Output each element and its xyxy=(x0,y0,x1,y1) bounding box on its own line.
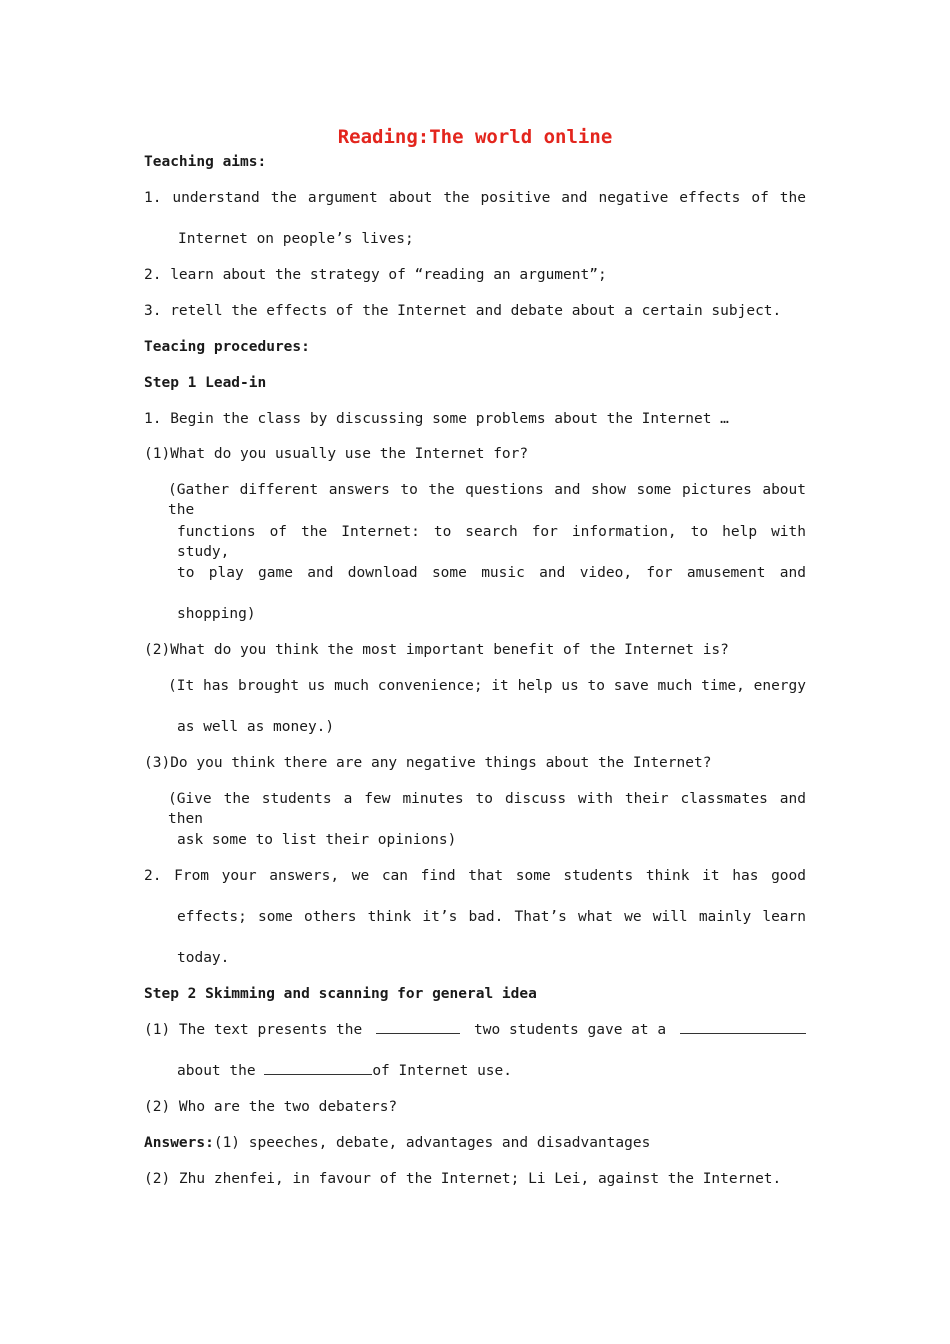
step1-point-2: 2. From your answers, we can find that some students think it has good xyxy=(144,868,806,884)
step1-point-2-cont: effects; some others think it’s bad. That’s what we will mainly learn xyxy=(177,909,806,925)
procedures-heading: Teacing procedures: xyxy=(144,339,310,355)
aim-item-3: 3. retell the effects of the Internet and debate about a certain subject. xyxy=(144,303,782,319)
aim-item-2: 2. learn about the strategy of “reading an argument”; xyxy=(144,267,607,283)
page-title: Reading:The world online xyxy=(337,126,613,148)
answers-line-1 xyxy=(144,1133,650,1153)
question-1: (1)What do you usually use the Internet for? xyxy=(144,446,529,462)
question-3-answer-cont: ask some to list their opinions) xyxy=(177,832,457,848)
step2-question-1-cont xyxy=(177,1061,512,1081)
fill-text: of Internet use. xyxy=(372,1063,512,1079)
step1-point-2-cont: today. xyxy=(177,950,230,966)
question-1-answer-cont: functions of the Internet: to search for information, to help with study, xyxy=(177,524,806,560)
answer-blank[interactable] xyxy=(680,1020,806,1034)
answer-blank[interactable] xyxy=(264,1061,372,1075)
question-1-answer-cont: shopping) xyxy=(177,606,256,622)
answer-blank[interactable] xyxy=(376,1020,460,1034)
step1-heading: Step 1 Lead-in xyxy=(144,375,267,391)
question-2: (2)What do you think the most important benefit of the Internet is? xyxy=(144,642,729,658)
question-1-answer: (Gather different answers to the questions and show some pictures about the xyxy=(168,482,806,518)
question-1-answer-cont: to play game and download some music and video, for amusement and xyxy=(177,565,806,581)
question-3: (3)Do you think there are any negative things about the Internet? xyxy=(144,755,712,771)
question-2-answer-cont: as well as money.) xyxy=(177,719,335,735)
answers-label: Answers: xyxy=(144,1135,214,1151)
step2-heading: Step 2 Skimming and scanning for general idea xyxy=(144,986,537,1002)
step2-question-1 xyxy=(144,1020,806,1040)
question-2-answer: (It has brought us much convenience; it help us to save much time, energy xyxy=(168,678,806,694)
answers-text: (1) speeches, debate, advantages and disadvantages xyxy=(213,1135,651,1151)
aim-item-1: 1. understand the argument about the positive and negative effects of the xyxy=(144,190,806,206)
teaching-aims-heading: Teaching aims: xyxy=(144,154,267,170)
step1-point-1: 1. Begin the class by discussing some problems about the Internet … xyxy=(144,411,729,427)
step2-question-2: (2) Who are the two debaters? xyxy=(144,1099,398,1115)
fill-text: two students gave at a xyxy=(474,1022,667,1038)
aim-item-1-cont: Internet on people’s lives; xyxy=(178,231,414,247)
fill-text: about the xyxy=(177,1063,256,1079)
fill-text: (1) The text presents the xyxy=(144,1022,363,1038)
question-3-answer: (Give the students a few minutes to discuss with their classmates and then xyxy=(168,791,806,827)
answers-line-2: (2) Zhu zhenfei, in favour of the Internet; Li Lei, against the Internet. xyxy=(144,1171,782,1187)
